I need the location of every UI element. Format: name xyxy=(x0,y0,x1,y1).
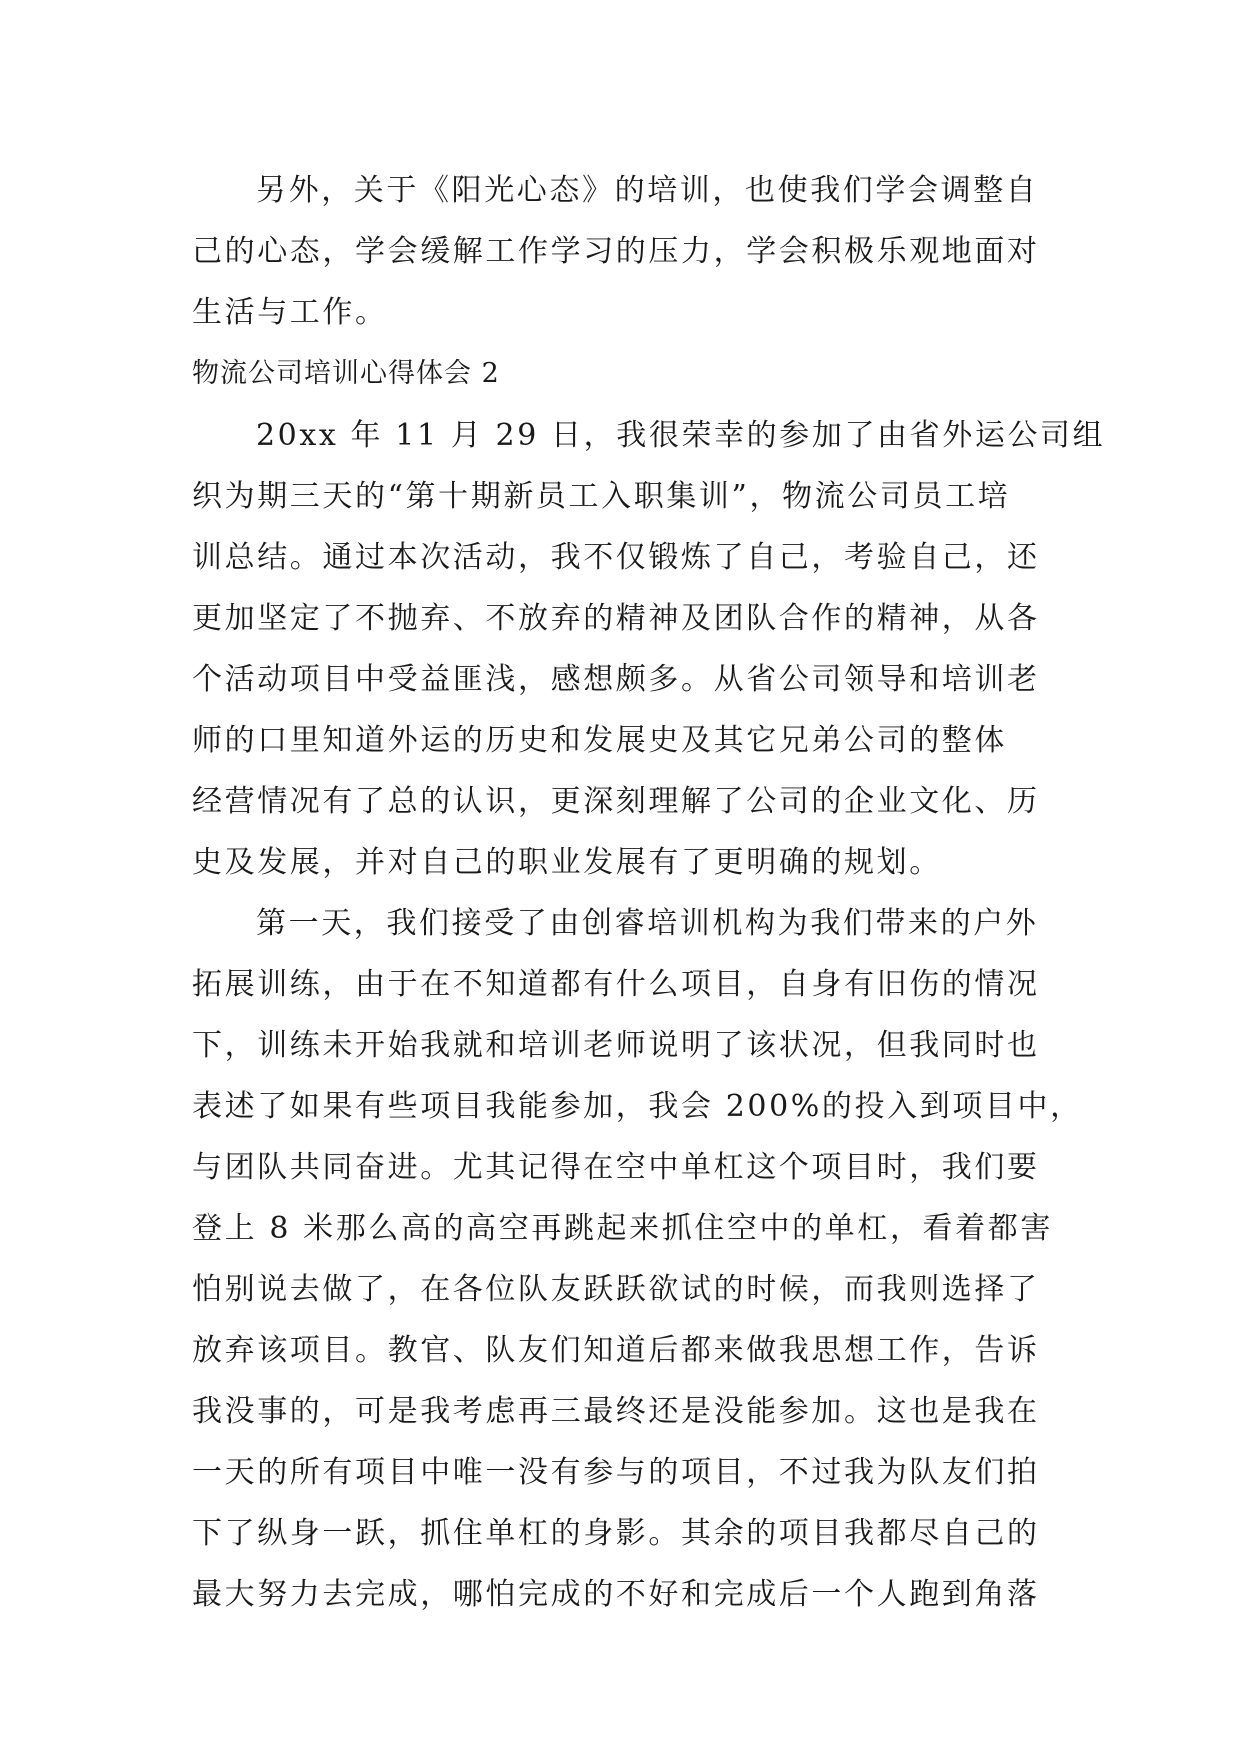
text-line: 织为期三天的“第十期新员工入职集训”，物流公司员工培 xyxy=(192,479,1011,514)
text-line: 第一天，我们接受了由创睿培训机构为我们带来的户外 xyxy=(256,906,1039,941)
text-line: 生活与工作。 xyxy=(192,295,388,330)
text-line: 师的口里知道外运的历史和发展史及其它兄弟公司的整体 xyxy=(192,723,1007,758)
text-line: 己的心态，学会缓解工作学习的压力，学会积极乐观地面对 xyxy=(192,234,1040,269)
paragraph-first-day xyxy=(192,893,1083,1625)
document-page xyxy=(192,160,1106,1625)
text-line: 下，训练未开始我就和培训老师说明了该状况，但我同时也 xyxy=(192,1028,1040,1063)
text-line: 个活动项目中受益匪浅，感想颇多。从省公司领导和培训老 xyxy=(192,662,1040,697)
section-heading: 物流公司培训心得体会 2 xyxy=(192,358,500,389)
text-line: 下了纵身一跃，抓住单杠的身影。其余的项目我都尽自己的 xyxy=(192,1516,1040,1551)
text-line: 史及发展，并对自己的职业发展有了更明确的规划。 xyxy=(192,845,942,880)
text-line: 一天的所有项目中唯一没有参与的项目，不过我为队友们拍 xyxy=(192,1455,1040,1490)
text-line: 怕别说去做了，在各位队友跃跃欲试的时候，而我则选择了 xyxy=(192,1272,1040,1307)
text-line: 最大努力去完成，哪怕完成的不好和完成后一个人跑到角落 xyxy=(192,1577,1040,1612)
paragraph-training-intro xyxy=(192,405,1106,893)
text-line: 另外，关于《阳光心态》的培训，也使我们学会调整自 xyxy=(256,173,1039,208)
text-line: 20xx 年 11 月 29 日，我很荣幸的参加了由省外运公司组 xyxy=(256,418,1106,453)
text-line: 登上 8 米那么高的高空再跳起来抓住空中的单杠，看着都害 xyxy=(192,1211,1053,1246)
text-line: 放弃该项目。教官、队友们知道后都来做我思想工作，告诉 xyxy=(192,1333,1040,1368)
text-line: 表述了如果有些项目我能参加，我会 200%的投入到项目中， xyxy=(192,1089,1083,1124)
text-line: 我没事的，可是我考虑再三最终还是没能参加。这也是我在 xyxy=(192,1394,1040,1429)
text-line: 训总结。通过本次活动，我不仅锻炼了自己，考验自己，还 xyxy=(192,540,1040,575)
text-line: 更加坚定了不抛弃、不放弃的精神及团队合作的精神，从各 xyxy=(192,601,1040,636)
text-line: 经营情况有了总的认识，更深刻理解了公司的企业文化、历 xyxy=(192,784,1040,819)
text-line: 拓展训练，由于在不知道都有什么项目，自身有旧伤的情况 xyxy=(192,967,1040,1002)
text-line: 与团队共同奋进。尤其记得在空中单杠这个项目时，我们要 xyxy=(192,1150,1040,1185)
paragraph-sunshine-mindset xyxy=(192,160,1052,343)
